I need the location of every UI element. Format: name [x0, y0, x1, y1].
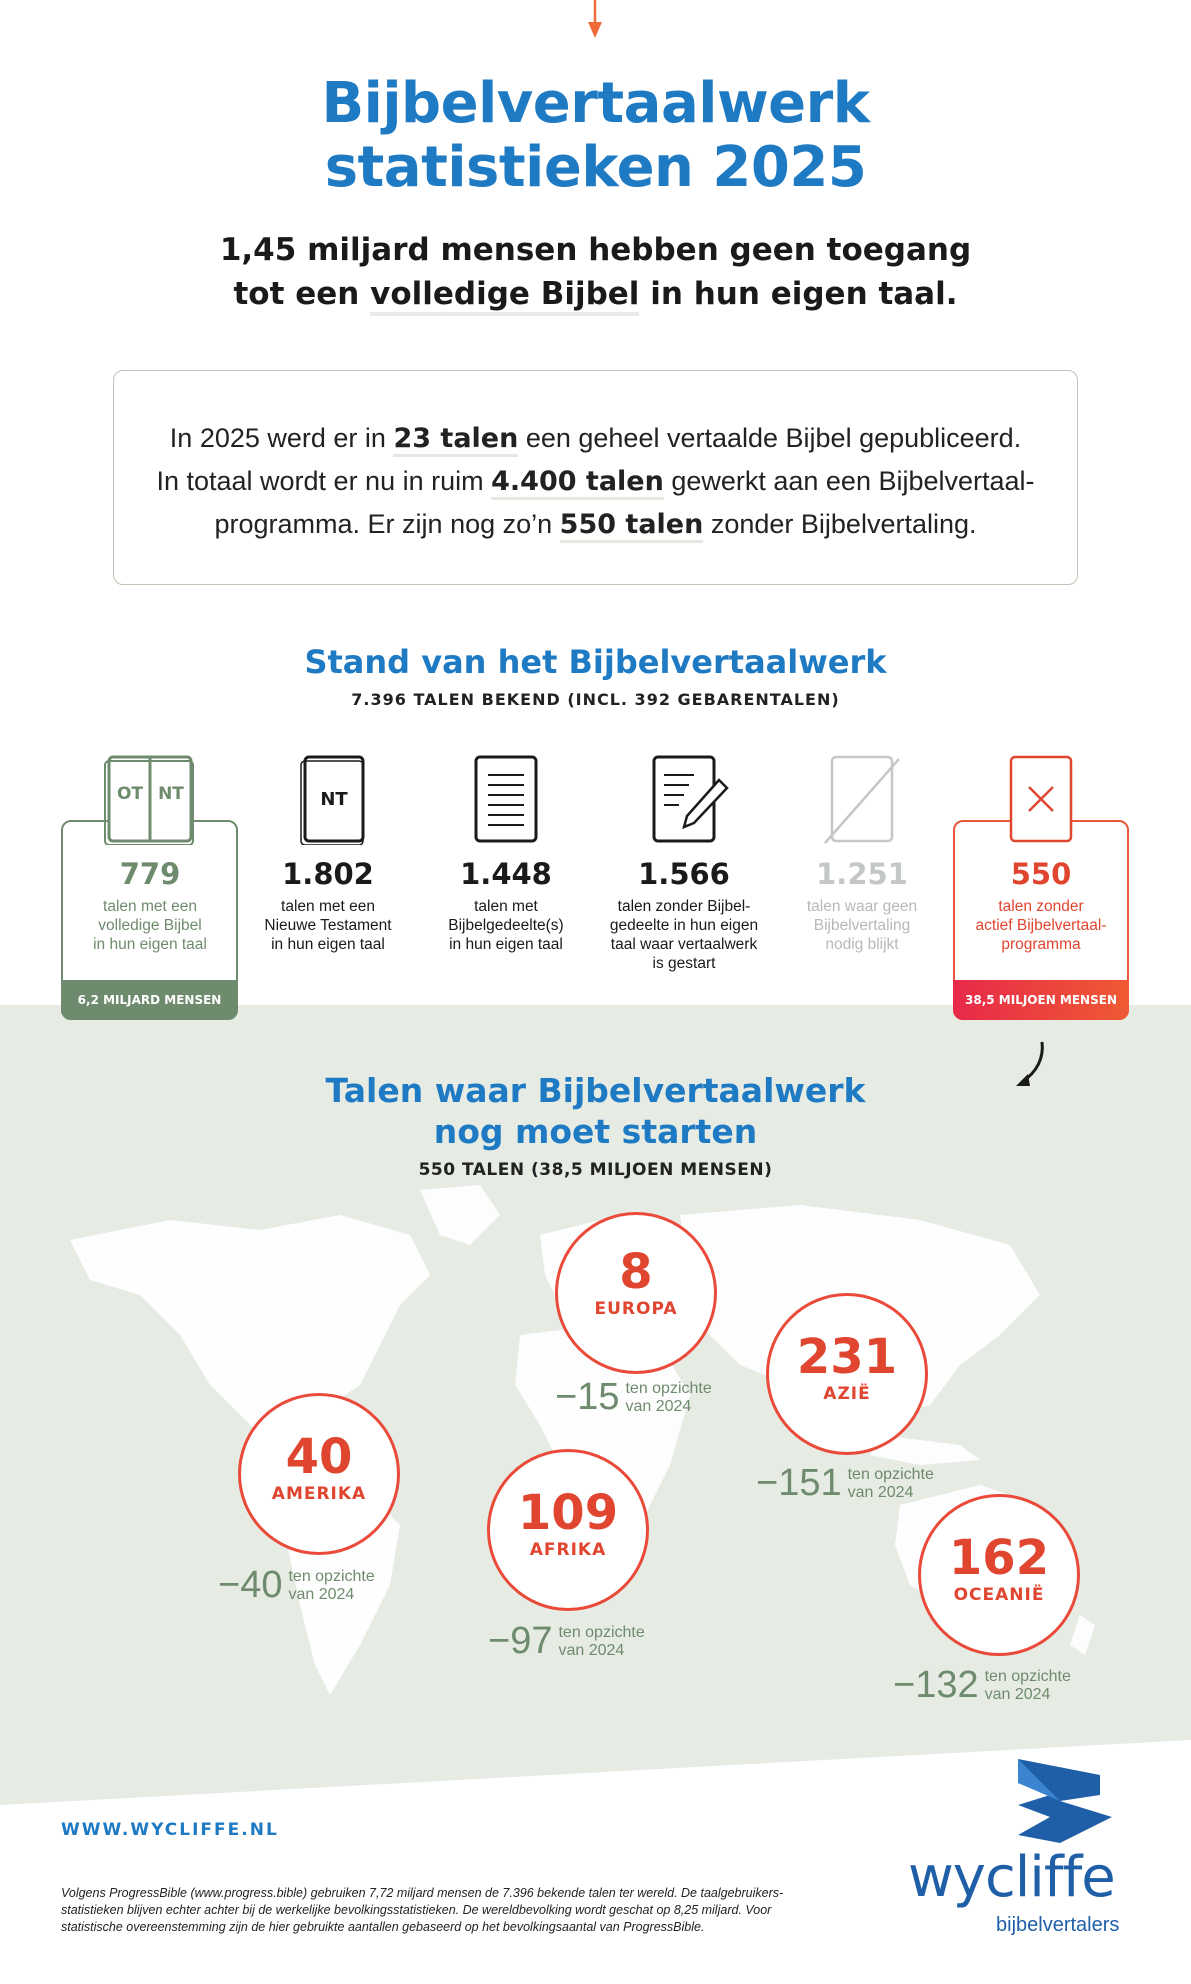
full-bible-population: 6,2 MILJARD MENSEN: [61, 980, 238, 1020]
nt-label: NT: [320, 789, 348, 810]
delta-americas: −40 ten opzichte van 2024: [218, 1564, 375, 1606]
stat-label: talen zonder Bijbel- gedeelte in hun eigen taal waar vertaalwerk is gestart: [609, 898, 759, 972]
full-bible-icon: [85, 755, 215, 845]
regions-subtitle: 550 TALEN (38,5 MILJOEN MENSEN): [418, 1160, 773, 1180]
ot-label: OT: [116, 784, 144, 804]
delta-europe: −15 ten opzichte van 2024: [555, 1376, 712, 1418]
translation-started-icon: [639, 755, 729, 845]
bible-portions-icon: [461, 755, 551, 845]
title-line-2: statistieken 2025: [324, 135, 867, 200]
page-title: [0, 72, 1191, 200]
stat-value: 1.566: [638, 857, 730, 891]
stat-value: 1.802: [282, 857, 374, 891]
stat-label: talen met een volledige Bijbel in hun eigen taal: [93, 898, 207, 953]
stat-value: 550: [1010, 857, 1072, 891]
intro-line-3: programma. Er zijn nog zo’n 550 talen zonder Bijbelvertaling.: [134, 503, 1057, 546]
region-oceania: 162 OCEANIË: [918, 1494, 1080, 1656]
new-testament-icon: [283, 755, 373, 845]
delta-oceania: −132 ten opzichte van 2024: [893, 1664, 1071, 1706]
stat-label: talen met een Nieuwe Testament in hun eigen taal: [264, 898, 392, 953]
intro-line-1: In 2025 werd er in 23 talen een geheel vertaalde Bijbel gepubliceerd.: [134, 417, 1057, 460]
stat-label: talen met Bijbelgedeelte(s) in hun eigen taal: [448, 898, 564, 953]
logo-wordmark: wycliffe: [908, 1845, 1115, 1910]
logo-subtitle: bijbelvertalers: [996, 1914, 1120, 1936]
stat-no-translation-needed: [773, 755, 951, 954]
stat-label: talen zonder actief Bijbelvertaal- programma: [975, 898, 1107, 953]
no-translation-needed-icon: [817, 755, 907, 845]
intro-box: [113, 370, 1078, 585]
stat-new-testament: [239, 755, 417, 954]
no-program-icon: [996, 755, 1086, 845]
regions-title: Talen waar Bijbelvertaalwerk nog moet starten: [325, 1071, 866, 1151]
region-asia: 231 AZIË: [766, 1293, 928, 1455]
stat-value: 779: [119, 857, 181, 891]
stat-bible-portions: [417, 755, 595, 954]
stat-no-program: [952, 755, 1130, 954]
status-subtitle: 7.396 TALEN BEKEND (INCL. 392 GEBARENTALEN): [351, 690, 840, 709]
stat-label: talen waar geen Bijbelvertaling nodig blijkt: [806, 898, 918, 953]
title-line-1: Bijbelvertaalwerk: [321, 71, 870, 136]
nt-label: NT: [158, 784, 184, 804]
region-africa: 109 AFRIKA: [487, 1449, 649, 1611]
delta-asia: −151 ten opzichte van 2024: [756, 1462, 934, 1504]
subtitle-line-1: 1,45 miljard mensen hebben geen toegang: [219, 232, 972, 268]
subtitle-line-2: tot een volledige Bijbel in hun eigen taal.: [0, 272, 1191, 316]
intro-line-2: In totaal wordt er nu in ruim 4.400 talen gewerkt aan een Bijbelvertaal-: [134, 460, 1057, 503]
delta-africa: −97 ten opzichte van 2024: [488, 1620, 645, 1662]
footnote: Volgens ProgressBible (www.progress.bible) gebruiken 7,72 miljard mensen de 7.396 bekende talen ter wereld. De taalgebruikers- statistieken blijven echter achter bij de werkelijke bevolkingsstatistieken. De wereldbevolking wordt geschat op 8,25 miljard. Voor statistische overeenstemming zijn de hier gebruikte aantallen gebaseerd op het bevolkingsaantal van ProgressBible.: [61, 1886, 784, 1934]
no-program-population: 38,5 MILJOEN MENSEN: [953, 980, 1129, 1020]
stat-full-bible: [61, 755, 239, 954]
region-americas: 40 AMERIKA: [238, 1393, 400, 1555]
stat-value: 1.251: [816, 857, 908, 891]
website-link[interactable]: WWW.WYCLIFFE.NL: [61, 1820, 279, 1840]
stat-translation-started: [595, 755, 773, 973]
status-title: Stand van het Bijbelvertaalwerk: [304, 643, 887, 681]
page-subtitle: [0, 228, 1191, 316]
down-arrow-icon: [585, 0, 605, 40]
region-europe: 8 EUROPA: [555, 1212, 717, 1374]
stat-value: 1.448: [460, 857, 552, 891]
